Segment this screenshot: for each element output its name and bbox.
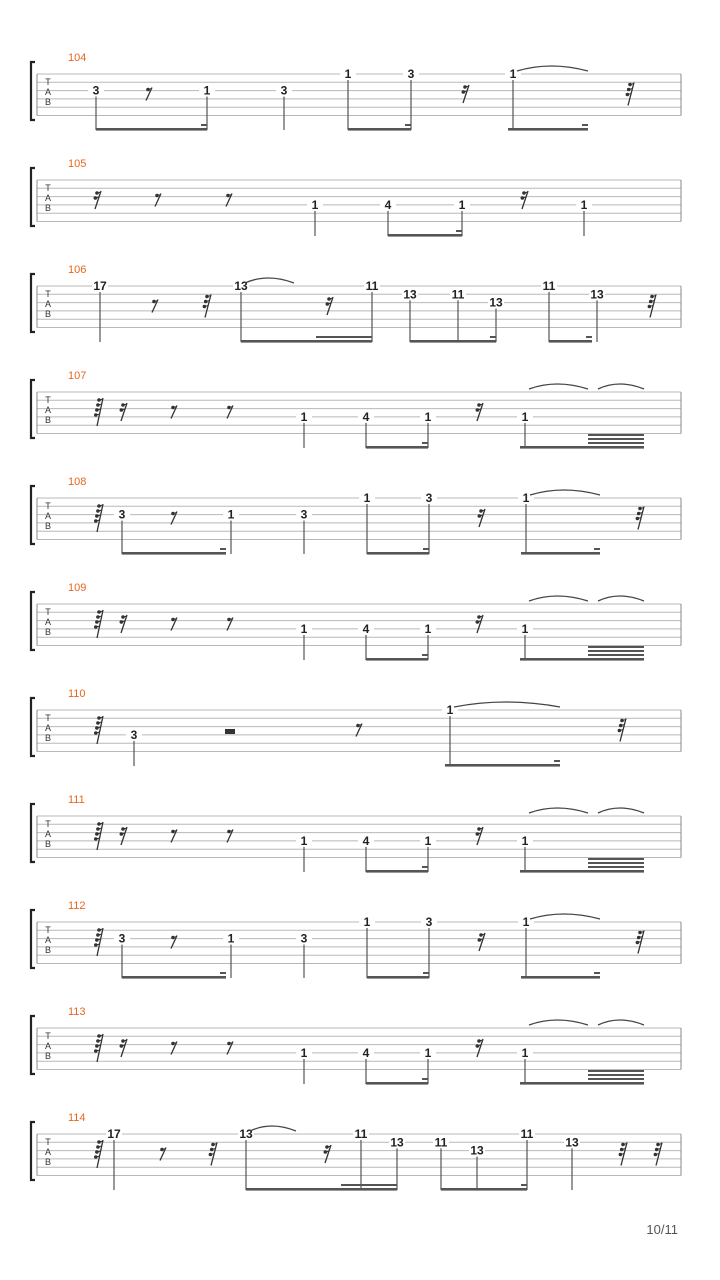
beam	[520, 870, 644, 873]
beam-sub	[588, 442, 644, 444]
system-105	[31, 168, 681, 237]
fret-number: 1	[227, 507, 235, 522]
beam-stub	[391, 1184, 397, 1186]
system-104	[31, 62, 681, 131]
measure-number: 112	[68, 900, 86, 912]
tab-clef-letter: T	[45, 713, 51, 723]
tab-clef-letter: B	[44, 309, 52, 319]
system-bracket	[31, 486, 35, 544]
tie-arc	[530, 914, 600, 919]
tab-clef-letter: T	[45, 607, 51, 617]
fret-number: 13	[234, 279, 248, 293]
beam-stub	[638, 866, 644, 868]
fret-number: 3	[92, 83, 100, 98]
rest-stem	[97, 504, 103, 532]
fret-number: 4	[384, 197, 392, 212]
fret-number: 4	[362, 833, 370, 848]
beam-stub	[638, 654, 644, 656]
beam-stub	[201, 124, 207, 126]
beam-stub	[422, 1078, 428, 1080]
fret-number: 1	[521, 833, 529, 848]
tie-arc	[454, 702, 560, 707]
beam-stub	[594, 548, 600, 550]
beam-stub	[405, 124, 411, 126]
beam	[348, 128, 411, 131]
system-112	[31, 910, 681, 979]
system-106	[31, 274, 681, 343]
tab-clef-letter: A	[44, 723, 52, 733]
tie-arc	[598, 808, 644, 813]
system-bracket	[31, 380, 35, 438]
fret-number: 11	[520, 1127, 534, 1141]
fret-number: 17	[107, 1127, 121, 1141]
beam	[367, 552, 429, 555]
beam-stub	[490, 336, 496, 338]
beam-stub	[423, 548, 429, 550]
fret-number: 1	[521, 621, 529, 636]
fret-number: 1	[300, 833, 308, 848]
tab-clef-letter: B	[44, 415, 52, 425]
beam-sub	[588, 862, 644, 864]
fret-number: 1	[311, 197, 319, 212]
fret-number: 1	[424, 1045, 432, 1060]
fret-number: 1	[227, 931, 235, 946]
tie-arc	[598, 384, 644, 389]
tie-arc	[529, 1020, 588, 1025]
fret-number: 1	[522, 491, 530, 505]
tab-clef-letter: T	[45, 1137, 51, 1147]
beam-stub	[366, 336, 372, 338]
system-108	[31, 486, 681, 555]
beam-stub	[586, 336, 592, 338]
fret-number: 13	[239, 1127, 253, 1141]
beam-sub	[588, 858, 644, 860]
fret-number: 11	[365, 279, 379, 293]
rest-stem	[97, 822, 103, 850]
beam-stub	[582, 124, 588, 126]
fret-number: 1	[363, 491, 371, 505]
beam-stub	[220, 972, 226, 974]
fret-number: 1	[344, 67, 352, 81]
beam-stub	[456, 230, 462, 232]
measure-number: 114	[68, 1112, 86, 1124]
tab-clef-letter: T	[45, 501, 51, 511]
tab-clef-letter: A	[44, 935, 52, 945]
beam-sub	[588, 650, 644, 652]
fret-number: 3	[300, 931, 308, 946]
system-bracket	[31, 1016, 35, 1074]
beam-stub	[638, 442, 644, 444]
measure-number: 111	[68, 794, 85, 806]
fret-number: 1	[363, 915, 371, 929]
rest-stem	[97, 1034, 103, 1062]
beam-sub	[341, 1184, 397, 1186]
fret-number: 1	[203, 83, 211, 98]
fret-number: 3	[407, 67, 415, 81]
rest-stem	[97, 1140, 103, 1168]
tie-arc	[250, 1126, 296, 1131]
fret-number: 11	[451, 287, 465, 302]
beam	[122, 976, 226, 979]
fret-number: 11	[542, 279, 556, 293]
beam-sub	[588, 438, 644, 440]
tab-clef-letter: A	[44, 511, 52, 521]
tab-clef-letter: A	[44, 299, 52, 309]
system-bracket	[31, 168, 35, 226]
beam	[445, 764, 560, 767]
fret-number: 13	[470, 1143, 484, 1158]
system-113	[31, 1016, 681, 1085]
fret-number: 3	[425, 491, 433, 505]
beam-stub	[554, 760, 560, 762]
beam	[508, 128, 588, 131]
fret-number: 4	[362, 621, 370, 636]
beam-stub	[423, 972, 429, 974]
measure-number: 108	[68, 476, 87, 488]
fret-number: 13	[590, 287, 604, 302]
fret-number: 1	[521, 1045, 529, 1060]
tab-clef-letter: T	[45, 1031, 51, 1041]
beam-stub	[220, 548, 226, 550]
tab-clef-letter: A	[44, 617, 52, 627]
tab-clef-letter: T	[45, 77, 51, 87]
measure-number: 106	[68, 264, 87, 276]
beam	[367, 976, 429, 979]
tie-arc	[529, 808, 588, 813]
tab-clef-letter: B	[44, 627, 52, 637]
system-110	[31, 698, 681, 767]
fret-number: 1	[521, 409, 529, 424]
beam-sub	[588, 866, 644, 868]
fret-number: 1	[424, 409, 432, 424]
tie-arc	[529, 596, 588, 601]
fret-number: 1	[424, 833, 432, 848]
fret-number: 1	[300, 621, 308, 636]
beam	[366, 446, 428, 449]
fret-number: 11	[434, 1135, 448, 1150]
tab-clef-letter: A	[44, 405, 52, 415]
beam	[520, 446, 644, 449]
tab-clef-letter: A	[44, 87, 52, 97]
fret-number: 1	[580, 197, 588, 212]
fret-number: 1	[300, 409, 308, 424]
beam-sub	[588, 654, 644, 656]
beam-sub	[588, 646, 644, 648]
fret-number: 4	[362, 1045, 370, 1060]
beam-sub	[588, 1074, 644, 1076]
tab-clef-letter: B	[44, 839, 52, 849]
system-bracket	[31, 592, 35, 650]
tab-clef-letter: B	[44, 1157, 52, 1167]
rest-stem	[97, 610, 103, 638]
fret-number: 13	[403, 287, 417, 302]
beam	[366, 870, 428, 873]
measure-number: 113	[68, 1006, 86, 1018]
tab-clef-letter: T	[45, 395, 51, 405]
beam	[122, 552, 226, 555]
fret-number: 1	[522, 915, 530, 929]
beam-stub	[422, 654, 428, 656]
measure-number: 105	[68, 158, 87, 170]
beam	[441, 1188, 527, 1191]
tab-clef-letter: T	[45, 289, 51, 299]
system-111	[31, 804, 681, 873]
fret-number: 4	[362, 409, 370, 424]
beam-stub	[594, 972, 600, 974]
beam-sub	[588, 1078, 644, 1080]
tie-arc	[245, 278, 294, 283]
fret-number: 13	[489, 295, 503, 310]
fret-number: 17	[93, 279, 107, 293]
measure-number: 109	[68, 582, 87, 594]
fret-number: 1	[300, 1045, 308, 1060]
beam-sub	[316, 336, 372, 338]
system-bracket	[31, 698, 35, 756]
fret-number: 3	[118, 931, 126, 946]
beam	[366, 658, 428, 661]
tab-clef-letter: B	[44, 733, 52, 743]
system-114	[31, 1122, 681, 1191]
tab-clef-letter: B	[44, 1051, 52, 1061]
rest-stem	[97, 398, 103, 426]
fret-number: 1	[509, 67, 517, 81]
tab-clef-letter: T	[45, 819, 51, 829]
fret-number: 1	[424, 621, 432, 636]
tab-clef-letter: T	[45, 183, 51, 193]
system-bracket	[31, 62, 35, 120]
rest-stem	[97, 716, 103, 744]
tab-clef-letter: B	[44, 203, 52, 213]
rest-stem	[97, 928, 103, 956]
beam	[388, 234, 462, 237]
fret-number: 3	[300, 507, 308, 522]
beam	[241, 340, 372, 343]
beam-stub	[638, 1078, 644, 1080]
fret-number: 3	[130, 727, 138, 742]
beam	[520, 1082, 644, 1085]
fret-number: 11	[354, 1127, 368, 1141]
beam-stub	[521, 1184, 527, 1186]
tie-arc	[529, 384, 588, 389]
system-109	[31, 592, 681, 661]
fret-number: 13	[565, 1135, 579, 1150]
fret-number: 1	[458, 197, 466, 212]
beam	[366, 1082, 428, 1085]
beam-sub	[588, 1070, 644, 1072]
fret-number: 1	[446, 703, 454, 717]
page-number: 10/11	[646, 1222, 678, 1237]
system-bracket	[31, 274, 35, 332]
beam	[96, 128, 207, 131]
beam-stub	[422, 866, 428, 868]
tie-arc	[517, 66, 588, 71]
beam-stub	[422, 442, 428, 444]
tab-clef-letter: B	[44, 521, 52, 531]
fret-number: 3	[280, 83, 288, 98]
system-bracket	[31, 1122, 35, 1180]
tab-clef-letter: B	[44, 945, 52, 955]
tie-arc	[598, 596, 644, 601]
beam	[549, 340, 592, 343]
tab-clef-letter: T	[45, 925, 51, 935]
system-bracket	[31, 910, 35, 968]
tab-clef-letter: A	[44, 1147, 52, 1157]
tie-arc	[598, 1020, 644, 1025]
measure-number: 104	[68, 52, 87, 64]
tab-clef-letter: A	[44, 829, 52, 839]
tab-clef-letter: A	[44, 1041, 52, 1051]
measure-number: 110	[68, 688, 86, 700]
beam-sub	[588, 434, 644, 436]
beam	[520, 658, 644, 661]
fret-number: 3	[425, 915, 433, 929]
tab-clef-letter: A	[44, 193, 52, 203]
beam	[410, 340, 496, 343]
beam	[521, 976, 600, 979]
beam	[246, 1188, 397, 1191]
half-rest	[225, 729, 235, 734]
system-bracket	[31, 804, 35, 862]
system-107	[31, 380, 681, 449]
tab-clef-letter: B	[44, 97, 52, 107]
tie-arc	[530, 490, 600, 495]
fret-number: 13	[390, 1135, 404, 1150]
fret-number: 3	[118, 507, 126, 522]
measure-number: 107	[68, 370, 87, 382]
beam	[521, 552, 600, 555]
